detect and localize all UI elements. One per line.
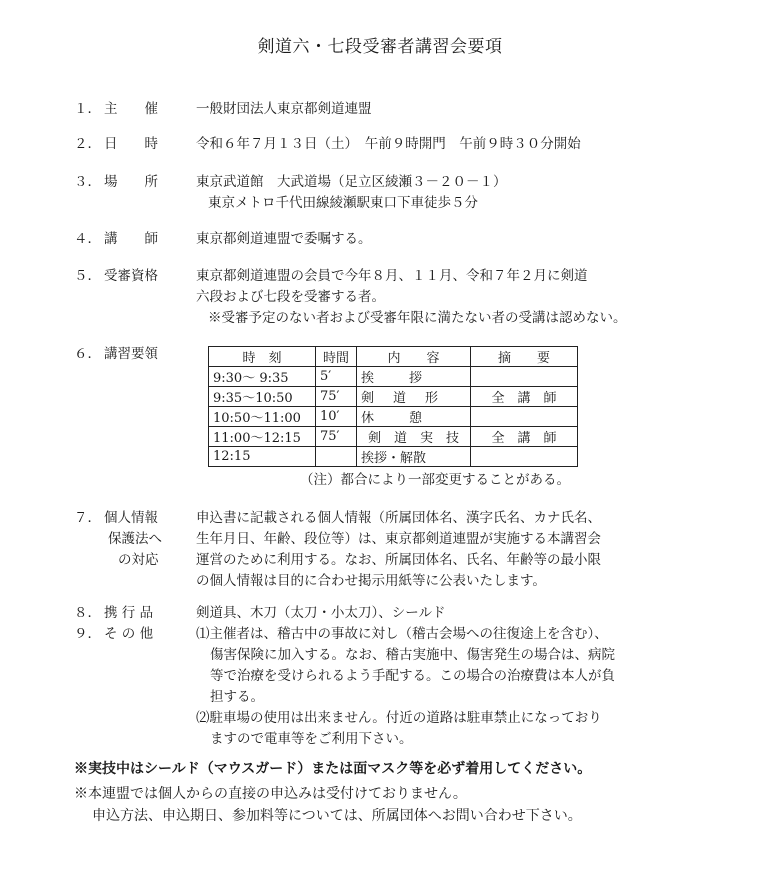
cell-content: 休 憩 xyxy=(357,407,471,427)
header-time: 時 刻 xyxy=(209,347,316,367)
cell-time: 9:35～10:50 xyxy=(209,387,316,407)
cell-duration xyxy=(316,447,357,467)
section-number: ５． xyxy=(74,268,101,284)
section-value xyxy=(196,508,601,592)
section-number: ３． xyxy=(74,174,101,190)
cell-remarks: 全 講 師 xyxy=(471,427,578,447)
section-value xyxy=(196,266,627,329)
cell-duration: 75′ xyxy=(316,387,357,407)
section-number: ７． xyxy=(74,510,101,526)
cell-content: 挨 拶 xyxy=(357,367,471,387)
schedule-note: （注）都合により一部変更することがある。 xyxy=(300,472,570,488)
schedule-row xyxy=(209,367,578,387)
cell-time: 11:00～12:15 xyxy=(209,427,316,447)
section-label: 日 時 xyxy=(104,136,158,152)
section-number: ４． xyxy=(74,231,101,247)
header-duration: 時間 xyxy=(316,347,357,367)
other-line: 等で治療を受けられるよう手配する。この場合の治療費は本人が負 xyxy=(210,668,615,684)
other-line: ⑴主催者は、稽古中の事故に対し（稽古会場への往復途上を含む）、 xyxy=(196,626,608,642)
cell-content: 挨拶・解散 xyxy=(357,447,471,467)
cell-remarks xyxy=(471,447,578,467)
section-number: ６． xyxy=(74,346,101,362)
section-number: １． xyxy=(74,101,101,117)
venue-access-line: 東京メトロ千代田線綾瀬駅東口下車徒歩５分 xyxy=(208,195,478,211)
cell-remarks xyxy=(471,407,578,427)
section-value: 一般財団法人東京都剣道連盟 xyxy=(196,101,372,117)
other-line: 傷害保険に加入する。なお、稽古実施中、傷害発生の場合は、病院 xyxy=(210,647,615,663)
schedule-row xyxy=(209,427,578,447)
cell-duration: 10′ xyxy=(316,407,357,427)
section-value xyxy=(196,172,507,214)
privacy-line: 申込書に記載される個人情報（所属団体名、漢字氏名、カナ氏名、 xyxy=(196,510,601,526)
header-content: 内 容 xyxy=(357,347,471,367)
application-note-line: ※本連盟では個人からの直接の申込みは受付けておりません。 xyxy=(74,786,467,802)
other-line: ⑵駐車場の使用は出来ません。付近の道路は駐車禁止になっており xyxy=(196,710,602,726)
label-line: の対応 xyxy=(118,552,159,568)
cell-time: 12:15 xyxy=(209,447,316,467)
section-label: 講習要領 xyxy=(104,346,158,362)
cell-time: 10:50～11:00 xyxy=(209,407,316,427)
privacy-line: の個人情報は目的に合わせ掲示用紙等に公表いたします。 xyxy=(196,573,546,589)
section-value: 令和６年７月１３日（土） 午前９時開門 午前９時３０分開始 xyxy=(196,136,581,152)
section-value: 東京都剣道連盟で委嘱する。 xyxy=(196,231,372,247)
cell-duration: 75′ xyxy=(316,427,357,447)
header-remarks: 摘 要 xyxy=(471,347,578,367)
eligibility-line: 東京都剣道連盟の会員で今年８月、１１月、令和７年２月に剣道 xyxy=(196,268,588,284)
eligibility-line: 六段および七段を受審する者。 xyxy=(196,289,385,305)
schedule-row xyxy=(209,447,578,467)
section-label xyxy=(104,508,162,571)
section-label: 講 師 xyxy=(104,231,158,247)
schedule-table xyxy=(208,346,578,467)
cell-content: 剣 道 形 xyxy=(357,387,471,407)
section-label: 場 所 xyxy=(104,174,158,190)
mask-requirement-note: ※実技中はシールド（マウスガード）または面マスク等を必ず着用してください。 xyxy=(74,761,592,777)
privacy-line: 運営のために利用する。なお、所属団体名、氏名、年齢等の最小限 xyxy=(196,552,601,568)
schedule-row xyxy=(209,407,578,427)
section-label: 携 行 品 xyxy=(104,605,154,621)
section-value xyxy=(196,624,615,750)
schedule-row xyxy=(209,387,578,407)
cell-remarks: 全 講 師 xyxy=(471,387,578,407)
section-number: ８． xyxy=(74,605,101,621)
other-line: 担する。 xyxy=(210,689,264,705)
section-value: 剣道具、木刀（太刀・小太刀）、シールド xyxy=(196,605,446,621)
section-number: ２． xyxy=(74,136,101,152)
application-note xyxy=(74,783,582,827)
cell-duration: 5′ xyxy=(316,367,357,387)
cell-time: 9:30～ 9:35 xyxy=(209,367,316,387)
label-line: 保護法へ xyxy=(108,531,162,547)
cell-remarks xyxy=(471,367,578,387)
cell-content: 剣 道 実 技 xyxy=(357,427,471,447)
section-number: ９． xyxy=(74,626,101,642)
venue-line: 東京武道館 大武道場（足立区綾瀬３－２０－１） xyxy=(196,174,507,190)
privacy-line: 生年月日、年齢、段位等）は、東京都剣道連盟が実施する本講習会 xyxy=(196,531,601,547)
eligibility-note: ※受審予定のない者および受審年限に満たない者の受講は認めない。 xyxy=(208,310,627,326)
label-line: 個人情報 xyxy=(104,510,158,526)
section-label: 受審資格 xyxy=(104,268,158,284)
section-label: そ の 他 xyxy=(104,626,154,642)
page-title: 剣道六・七段受審者講習会要項 xyxy=(257,37,503,57)
application-note-line: 申込方法、申込期日、参加料等については、所属団体へお問い合わせ下さい。 xyxy=(92,808,582,824)
schedule-header-row xyxy=(209,347,578,367)
section-label: 主 催 xyxy=(104,101,158,117)
other-line: ますので電車等をご利用下さい。 xyxy=(210,731,413,747)
